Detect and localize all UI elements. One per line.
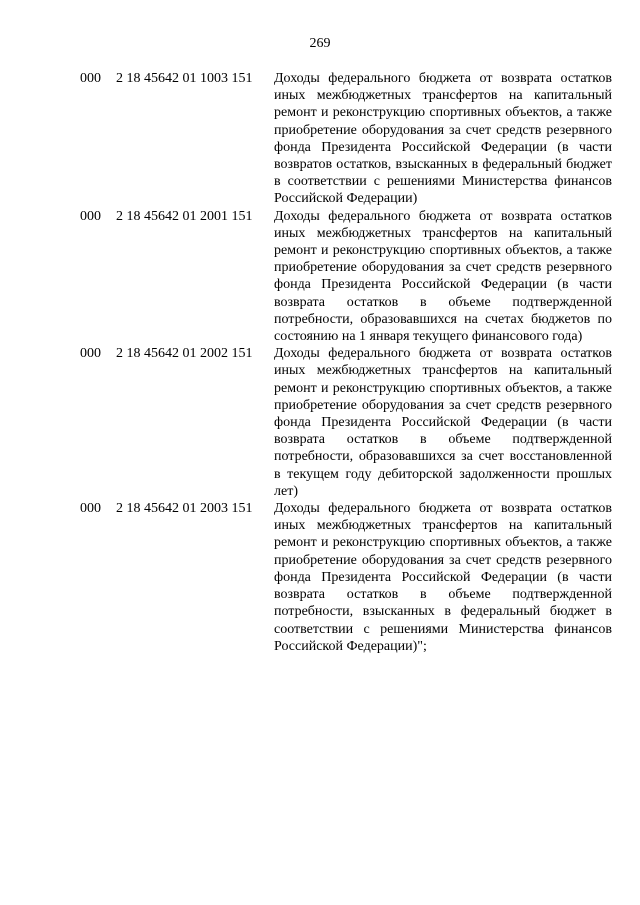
admin-code-cell: 000 [80,501,101,517]
admin-code-cell: 000 [80,71,101,86]
budget-code-table [80,70,612,655]
table-row [80,208,612,346]
description-cell: Доходы федерального бюджета от возврата остатков иных межбюджетных трансфертов на капитальный ремонт и реконструкцию спортивных объектов, а также приобретение оборудования за счет средств резервного фонда Президента Российской Федерации (в части возвратов остатков, взысканных в федеральный бюджет в соответствии с решениями Министерства финансов Российской Федерации) [274,71,612,207]
table-row [80,70,612,208]
admin-code-cell: 000 [80,346,101,362]
budget-code-cell: 2 18 45642 01 2003 151 [116,501,253,517]
budget-code-cell: 2 18 45642 01 1003 151 [116,71,253,86]
table-row [80,500,612,655]
description-cell: Доходы федерального бюджета от возврата остатков иных межбюджетных трансфертов на капитальный ремонт и реконструкцию спортивных объектов, а также приобретение оборудования за счет средств резервного фонда Президента Российской Федерации (в части возврата остатков в объеме подтвержденной потребности, образовавшихся на счетах бюджетов по состоянию на 1 января текущего финансового года) [274,208,612,345]
budget-code-cell: 2 18 45642 01 2002 151 [116,346,253,362]
admin-code-cell: 000 [80,208,101,224]
description-cell: Доходы федерального бюджета от возврата остатков иных межбюджетных трансфертов на капитальный ремонт и реконструкцию спортивных объектов, а также приобретение оборудования за счет средств резервного фонда Президента Российской Федерации (в части возврата остатков в объеме подтвержденной потребности, образовавшихся за счет восстановленной в текущем году дебиторской задолженности прошлых лет) [274,346,612,499]
table-row [80,345,612,500]
budget-code-cell: 2 18 45642 01 2001 151 [116,208,253,224]
page-number: 269 [309,36,331,51]
description-cell: Доходы федерального бюджета от возврата остатков иных межбюджетных трансфертов на капитальный ремонт и реконструкцию спортивных объектов, а также приобретение оборудования за счет средств резервного фонда Президента Российской Федерации (в части возврата остатков в объеме подтвержденной потребности, взысканных в федеральный бюджет в соответствии с решениями Министерства финансов Российской Федерации)"; [274,501,612,654]
